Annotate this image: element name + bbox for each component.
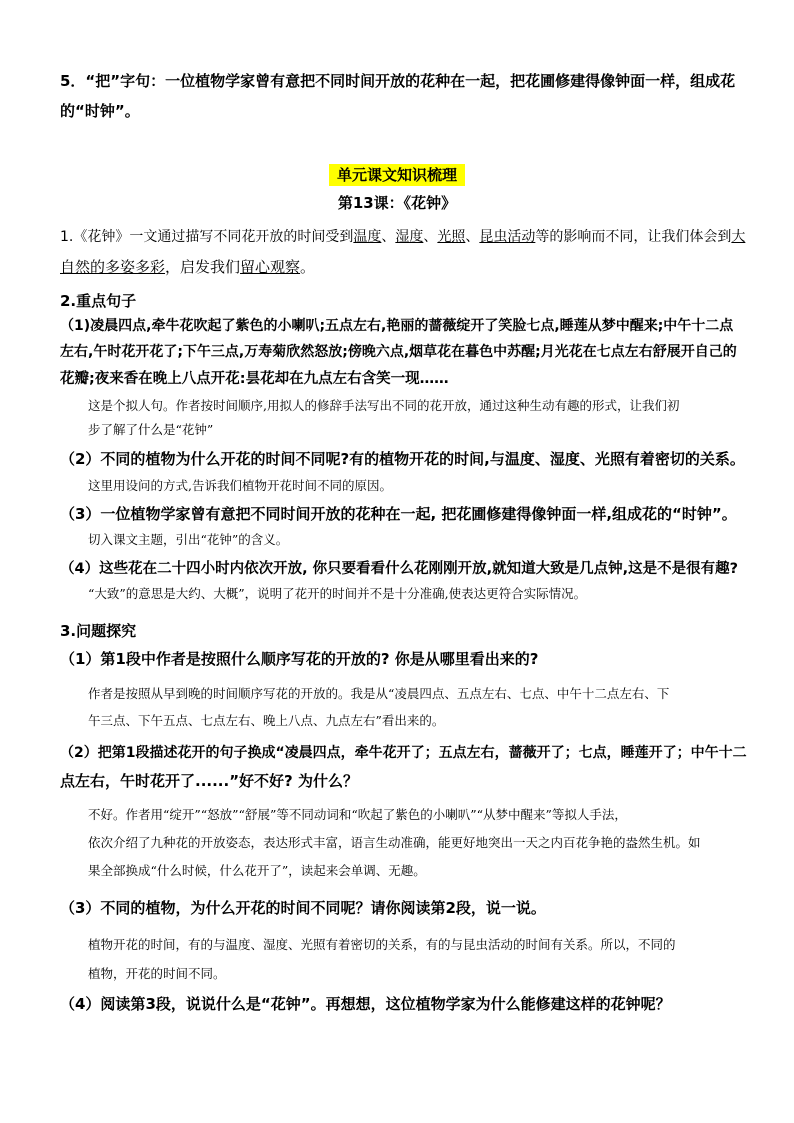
key-sentences-heading: 2.重点句子 (60, 292, 137, 310)
separator: 、 (381, 229, 396, 245)
answer-3-line-2: 植物，开花的时间不同。 (88, 966, 226, 981)
summary-line-1 (60, 226, 750, 246)
underline-term: 昆虫活动 (479, 229, 536, 245)
note-4: “大致”的意思是大约、大概”，说明了花开的时间并不是十分准确,使表达更符合实际情况。 (88, 586, 587, 601)
lesson-title: 第13课：《花钟》 (337, 194, 457, 212)
answer-1-line-1: 作者是按照从早到晚的时间顺序写花的开放的。我是从“凌晨四点、五点左右、七点、中午十二点左右、下 (88, 686, 670, 701)
answer-1-line-2: 午三点、下午五点、七点左右、晚上八点、九点左右”看出来的。 (88, 713, 445, 728)
key-sentence-3: （3）一位植物学家曾有意把不同时间开放的花种在一起, 把花圃修建得像钟面一样,组成花的“时钟”。 (60, 505, 737, 523)
note-1-line-2: 步了解了什么是“花钟” (88, 422, 214, 437)
key-sentence-1-line-2: 左右,午时花开花了;下午三点,万寿菊欣然怒放;傍晚六点,烟草花在暮色中苏醒;月光花在七点左右舒展开自己的 (60, 344, 737, 360)
underline-term: 自然的多姿多彩 (60, 258, 166, 276)
underline-term: 留心观察 (240, 258, 301, 276)
summary-text: 。 (300, 258, 316, 276)
question-3: （3）不同的植物，为什么开花的时间不同呢？请你阅读第2段，说一说。 (60, 899, 546, 917)
question-4: （4）阅读第3段，说说什么是“花钟”。再想想，这位植物学家为什么能修建这样的花钟呢？ (60, 995, 671, 1013)
answer-2-line-2: 依次介绍了九种花的开放姿态，表达形式丰富，语言生动准确，能更好地突出一天之内百花争艳的盎然生机。如 (88, 835, 701, 850)
separator: 、 (423, 229, 438, 245)
key-sentence-1-line-1: （1)凌晨四点,牵牛花吹起了紫色的小喇叭;五点左右,艳丽的蔷薇绽开了笑脸七点,睡莲从梦中醒来;中午十二点 (60, 318, 734, 334)
inquiry-heading: 3.问题探究 (60, 622, 137, 640)
summary-text: 1.《花钟》一文通过描写不同花开放的时间受到 (60, 229, 354, 245)
key-sentence-2: （2）不同的植物为什么开花的时间不同呢?有的植物开花的时间,与温度、湿度、光照有着密切的关系。 (60, 450, 745, 468)
underline-term: 湿度 (395, 229, 424, 245)
underline-term: 大 (731, 229, 746, 245)
answer-2-line-1: 不好。作者用“绽开”“怒放”“舒展”等不同动词和“吹起了紫色的小喇叭”“从梦中醒来”等拟人手法， (88, 807, 627, 822)
intro-line-1: 5．“把”字句：一位植物学家曾有意把不同时间开放的花种在一起，把花圃修建得像钟面一样，组成花 (60, 72, 736, 90)
note-3: 切入课文主题，引出“花钟”的含义。 (88, 532, 289, 547)
summary-line-2 (60, 256, 750, 277)
question-2-line-1: （2）把第1段描述花开的句子换成“凌晨四点，牵牛花开了；五点左右，蔷薇开了；七点，睡莲开了；中午十二 (60, 745, 747, 761)
answer-2-line-3: 果全部换成“什么时候，什么花开了”，读起来会单调、无趣。 (88, 863, 426, 878)
key-sentence-1-line-3: 花瓣;夜来香在晚上八点开花:昙花却在九点左右含笑一现…… (60, 371, 449, 387)
key-sentence-4: （4）这些花在二十四小时内依次开放, 你只要看看什么花刚刚开放,就知道大致是几点钟,这是不是很有趣? (60, 561, 739, 577)
note-2: 这里用设问的方式,告诉我们植物开花时间不同的原因。 (88, 478, 392, 493)
underline-term: 温度 (353, 229, 382, 245)
underline-term: 光照 (437, 229, 466, 245)
question-1: （1）第1段中作者是按照什么顺序写花的开放的? 你是从哪里看出来的? (60, 650, 539, 668)
summary-text: ，启发我们 (165, 258, 241, 276)
section-heading: 单元课文知识梳理 (329, 164, 465, 186)
note-1-line-1: 这是个拟人句。作者按时间顺序,用拟人的修辞手法写出不同的花开放，通过这种生动有趣的形式，让我们初 (88, 398, 680, 413)
intro-line-2: 的“时钟”。 (60, 102, 140, 120)
question-2-line-2: 点左右，午时花开了......”好不好? 为什么？ (60, 772, 358, 790)
section-heading-wrap (0, 164, 794, 185)
answer-3-line-1: 植物开花的时间，有的与温度、湿度、光照有着密切的关系，有的与昆虫活动的时间有关系。所以，不同的 (88, 937, 676, 952)
summary-text: 等的影响而不同，让我们体会到 (535, 229, 732, 245)
separator: 、 (465, 229, 480, 245)
